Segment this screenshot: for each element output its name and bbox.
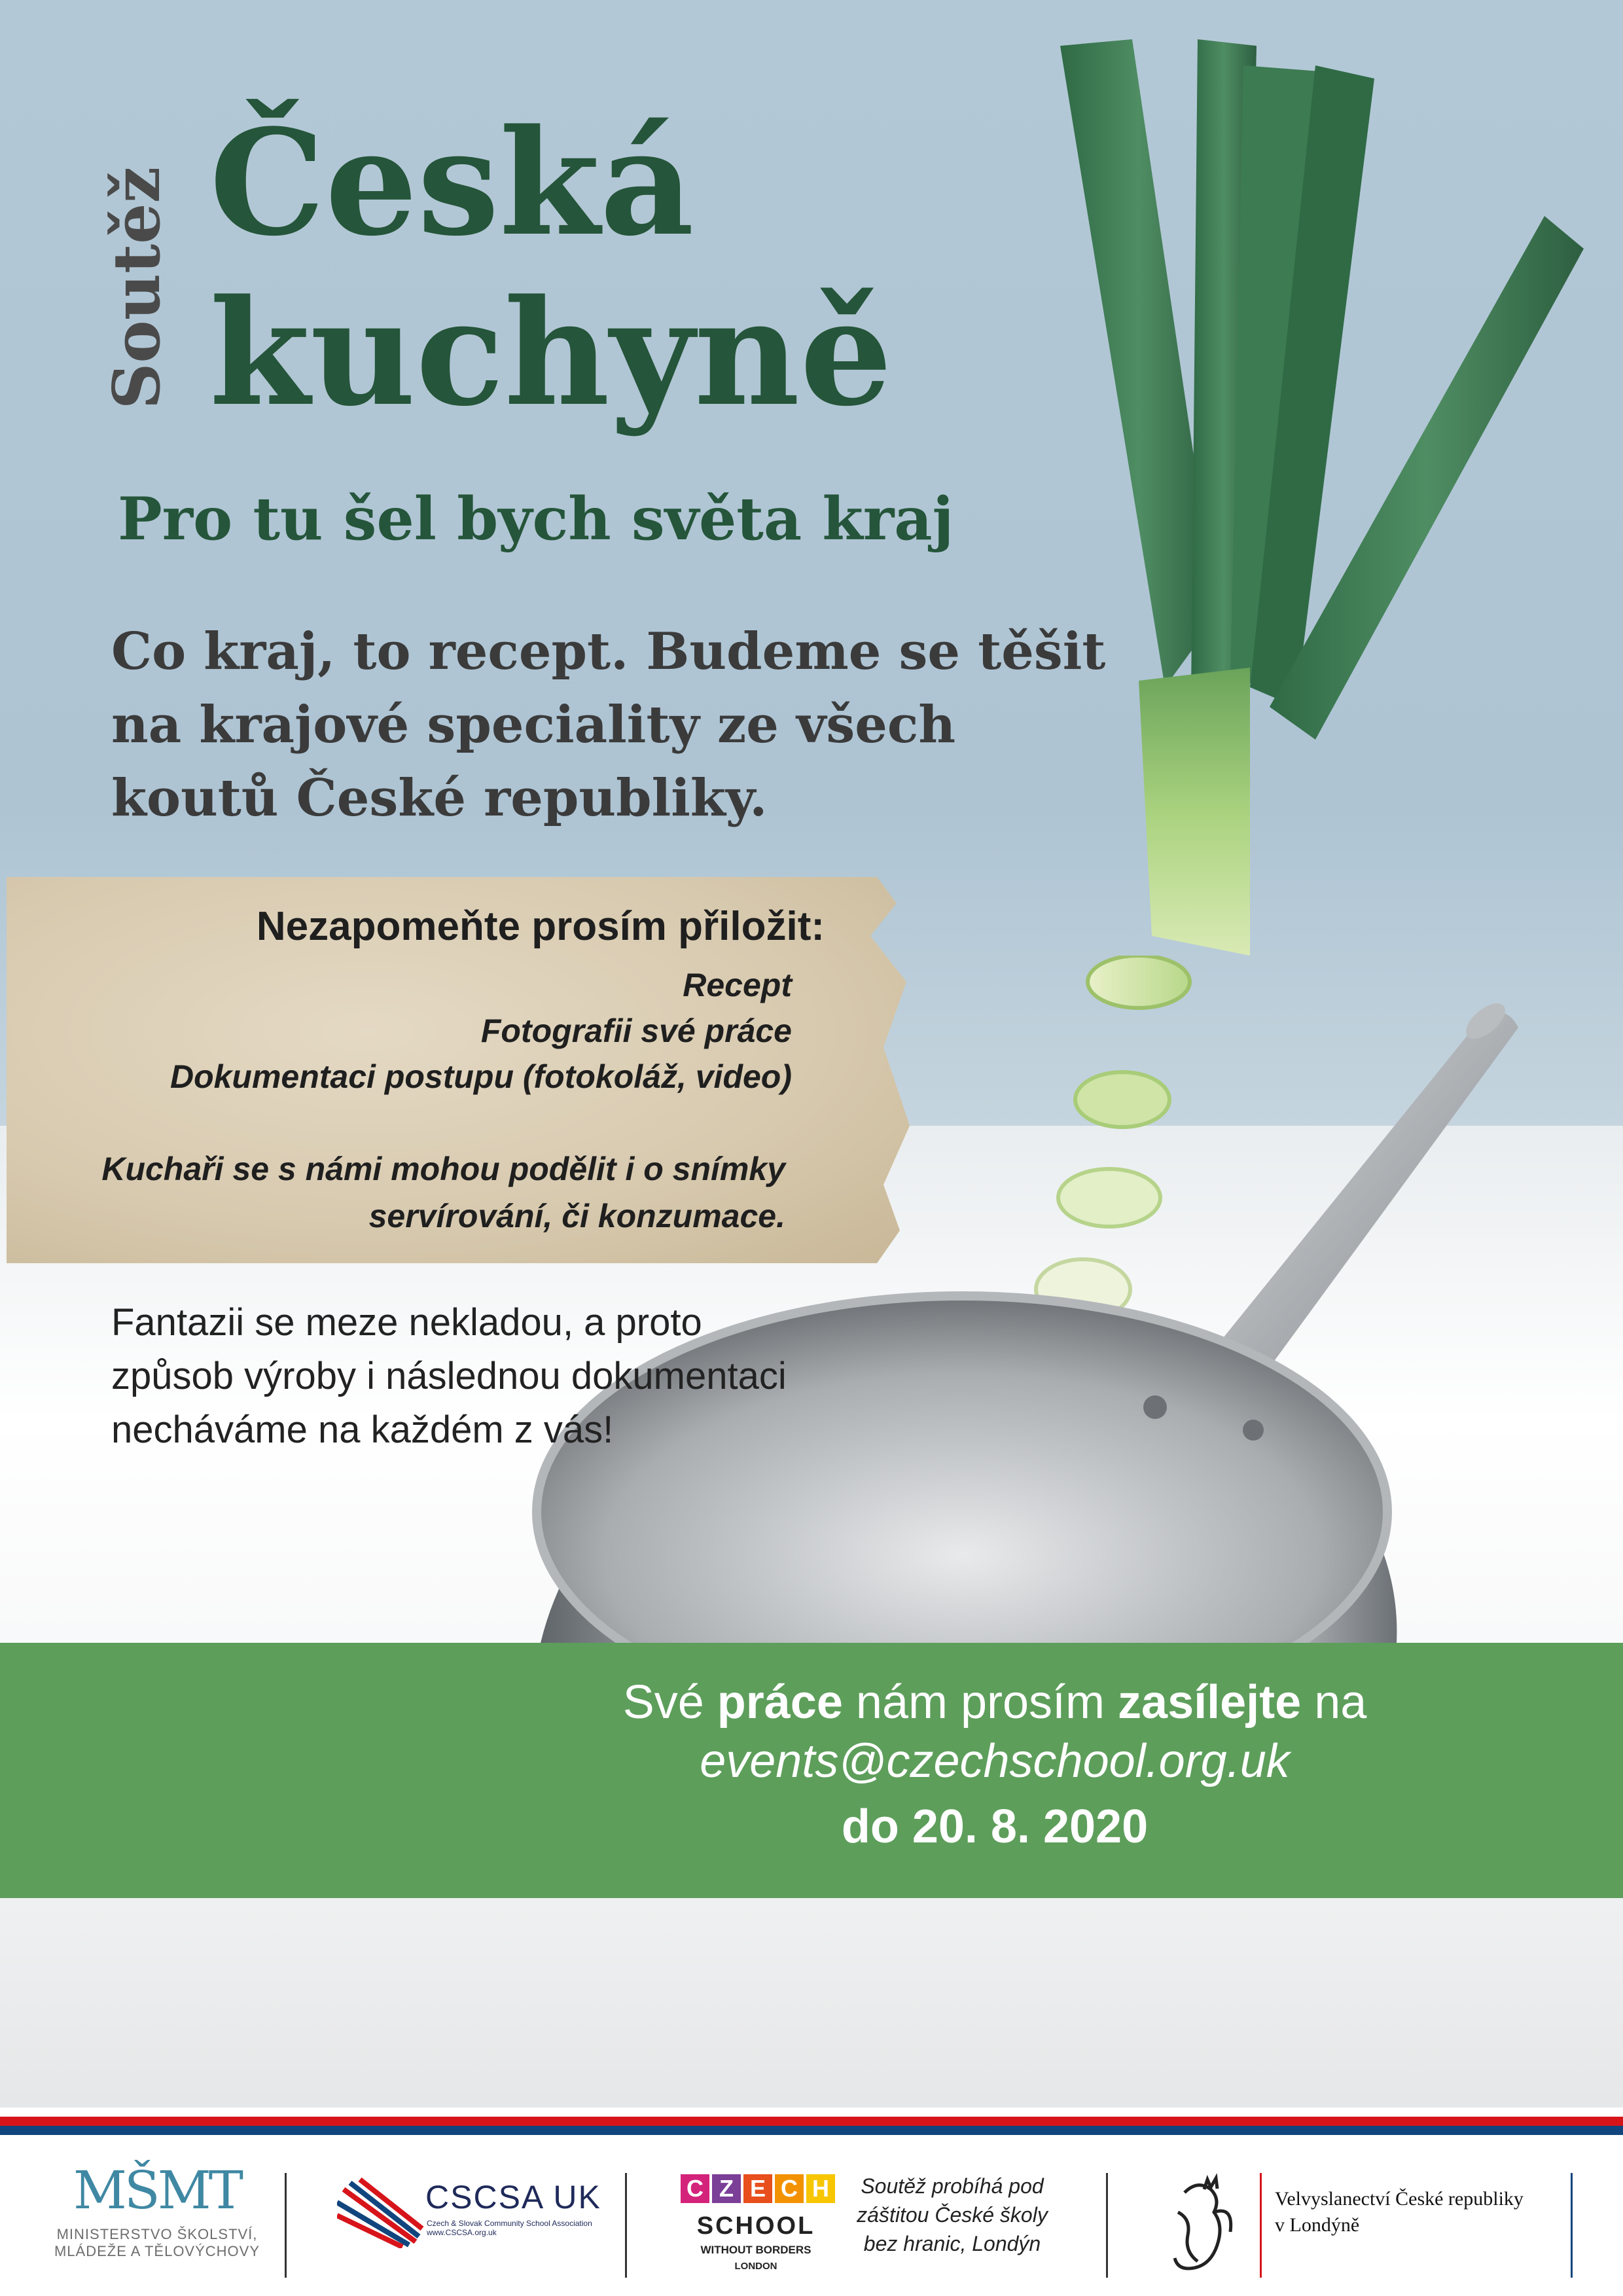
- patronage-text: Soutěž probíhá pod záštitou České školy bez hranic, Londýn: [857, 2174, 1048, 2255]
- intro-text: Co kraj, to recept. Budeme se těšit na krajové speciality ze všech koutů České republiky.: [111, 622, 1106, 828]
- czech-school-logo-tiles: [681, 2174, 835, 2203]
- banner-text-bold: zasílejte: [1118, 1676, 1302, 1729]
- banner-line-1: [0, 1676, 1623, 1729]
- msmt-name-line: MINISTERSTVO ŠKOLSTVÍ,: [56, 2226, 258, 2242]
- czech-school-name: SCHOOL: [696, 2212, 815, 2240]
- note-item: Recept: [683, 967, 792, 1003]
- msmt-name-line: MLÁDEŽE A TĚLOVÝCHOVY: [54, 2243, 260, 2259]
- cscsa-subtitle: [427, 2219, 592, 2237]
- footer-divider: [625, 2173, 627, 2278]
- email-link[interactable]: events@czechschool.org.uk: [700, 1735, 1290, 1787]
- note-item: Dokumentaci postupu (fotokoláž, video): [169, 1058, 792, 1095]
- note-heading: Nezapomeňte prosím přiložit:: [256, 904, 825, 949]
- logo-tile: H: [806, 2174, 835, 2203]
- flag-stripe-red: [0, 2117, 1623, 2126]
- embassy-name: [1275, 2186, 1576, 2238]
- banner-text: na: [1301, 1676, 1367, 1729]
- czech-lion-emblem-icon: [1158, 2173, 1250, 2278]
- flag-stripe-blue: [0, 2126, 1623, 2135]
- cscsa-title: CSCSA UK: [425, 2179, 601, 2215]
- body-text: Fantazii se meze nekladou, a proto způsob výroby i následnou dokumentaci necháváme na každém z vás!: [111, 1301, 787, 1451]
- page-title: [209, 98, 892, 439]
- footer-divider: [1106, 2173, 1108, 2278]
- vertical-label: Soutěž: [99, 166, 175, 410]
- banner-text-bold: práce: [717, 1676, 843, 1729]
- banner-text: Své: [622, 1676, 717, 1729]
- logo-tile: C: [681, 2174, 709, 2203]
- title-line-1: Česká: [209, 98, 694, 268]
- msmt-mark: MŠMT: [73, 2160, 241, 2221]
- subtitle: Pro tu šel bych světa kraj: [118, 484, 954, 554]
- cscsa-logo-mark: [337, 2176, 429, 2248]
- note-item: Fotografii své práce: [480, 1013, 792, 1049]
- banner-text: nám prosím: [842, 1676, 1118, 1729]
- note-extra: Kuchaři se s námi mohou podělit i o snímky servírování, či konzumace.: [101, 1151, 785, 1234]
- logo-tile: Z: [712, 2174, 741, 2203]
- flag-stripe-white: [0, 2108, 1623, 2117]
- logo-tile: E: [743, 2174, 772, 2203]
- deadline: do 20. 8. 2020: [841, 1801, 1149, 1853]
- footer-divider: [285, 2173, 287, 2278]
- embassy-name-line: Velvyslanectví České republiky: [1275, 2188, 1524, 2210]
- note-list: [105, 962, 792, 1100]
- embassy-name-line: v Londýně: [1275, 2214, 1360, 2236]
- czech-school-city: LONDON: [734, 2261, 777, 2272]
- logo-tile: C: [775, 2174, 804, 2203]
- msmt-logo: [52, 2160, 262, 2291]
- embassy-divider: [1571, 2173, 1573, 2278]
- czech-school-subtitle: WITHOUT BORDERS: [700, 2244, 812, 2256]
- msmt-name: [52, 2226, 262, 2260]
- cscsa-subtitle-line: Czech & Slovak Community School Association: [427, 2219, 592, 2228]
- leek-illustration: [1034, 26, 1610, 1021]
- cscsa-subtitle-line: www.CSCSA.org.uk: [427, 2228, 497, 2237]
- title-line-2: kuchyně: [209, 268, 893, 439]
- emblem-divider: [1260, 2173, 1262, 2278]
